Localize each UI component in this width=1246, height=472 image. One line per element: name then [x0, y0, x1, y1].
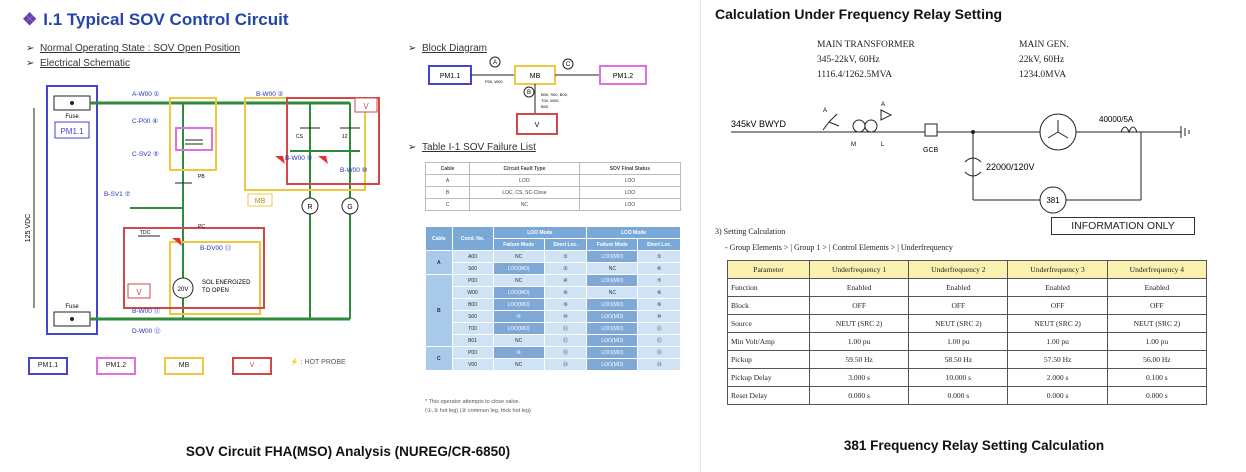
table-row: [728, 333, 1207, 351]
cell: NC: [493, 251, 544, 263]
cell: ②: [544, 263, 587, 275]
wire-label: D-W00 ⑫: [132, 328, 161, 335]
delta-icon: [881, 110, 891, 120]
failure-list-heading: ➢ Table I-1 SOV Failure List: [408, 142, 536, 153]
cell: Block: [728, 297, 810, 315]
cell: LOO(MO): [493, 323, 544, 335]
cell: Pickup Delay: [728, 369, 810, 387]
transformer-line-2: 1116.4/1262.5MVA: [817, 70, 893, 80]
cell: ①: [638, 251, 681, 263]
mb-region-right: [245, 98, 365, 190]
relay-panel: [700, 0, 1246, 472]
cell: B01: [452, 335, 493, 347]
cell: V00: [452, 359, 493, 371]
cell: LOC, CS, SC-Close: [470, 187, 580, 199]
mode-table-notes: [425, 398, 531, 416]
wire-label: B-W00 ⑨: [285, 155, 313, 162]
cell: Min Volt/Amp: [728, 333, 810, 351]
uf-header: Parameter: [728, 261, 810, 279]
contact-label-cs: CS: [296, 134, 303, 140]
cell: OFF: [810, 297, 909, 315]
bus-label: 345kV BWYD: [731, 119, 787, 129]
hot-probe-icon: [275, 156, 285, 164]
voltage-label: 125 VDC: [25, 213, 32, 243]
cell: LOO(MO): [587, 311, 638, 323]
sov-title-text: I.1 Typical SOV Control Circuit: [43, 10, 289, 29]
setting-path: - Group Elements > | Group 1 > | Control Elements > | Underfrequency: [725, 243, 953, 252]
cell: ⑩: [544, 311, 587, 323]
failure-list-heading-text: Table I-1 SOV Failure List: [421, 142, 536, 153]
uf-header: Underfrequency 3: [1008, 261, 1107, 279]
cell: ⑪: [544, 323, 587, 335]
cell: Enabled: [909, 279, 1008, 297]
uf-header: Underfrequency 4: [1107, 261, 1206, 279]
cell: 2.000 s: [1008, 369, 1107, 387]
cell: B: [426, 187, 470, 199]
cell: LOO: [470, 175, 580, 187]
table-row: [426, 323, 681, 335]
wire-label: B-W00 ⑪: [132, 308, 161, 315]
cell: ⑫: [638, 335, 681, 347]
mode-header: Cable: [426, 227, 453, 251]
wye-icon: [823, 114, 839, 130]
sov-text-2: TO OPEN: [202, 288, 229, 294]
cell: NEUT (SRC 2): [1008, 315, 1107, 333]
block-mb: MB: [529, 73, 541, 80]
cell: NC: [470, 199, 580, 211]
cell: ⑬: [638, 347, 681, 359]
cell: LOO(MO): [493, 299, 544, 311]
cell: 0.100 s: [1107, 369, 1206, 387]
cell: 1.00 pu: [810, 333, 909, 351]
cell: 1.00 pu: [1107, 333, 1206, 351]
cell: NC: [493, 359, 544, 371]
cell: 1.00 pu: [1008, 333, 1107, 351]
information-only-badge: INFORMATION ONLY: [1051, 217, 1195, 235]
contact-label-tdc: TDC: [140, 230, 151, 236]
cell: ⑭: [638, 359, 681, 371]
svg-text:A: A: [881, 102, 886, 108]
bullet-normal-state: ➢ Normal Operating State : SOV Open Position: [26, 43, 241, 54]
cell: LOO(MO): [587, 359, 638, 371]
cell: T00: [452, 323, 493, 335]
cell: ⑥: [638, 263, 681, 275]
uf-header: Underfrequency 2: [909, 261, 1008, 279]
bullet-text-0: Normal Operating State : SOV Open Position: [39, 43, 241, 54]
cell: ④: [544, 275, 587, 287]
note-2: (①,③ hot leg) (② common leg, trick hot leg): [425, 408, 531, 414]
cell: 3.000 s: [810, 369, 909, 387]
cell: LOO(MO): [587, 299, 638, 311]
mode-group-header: LCO Mode: [587, 227, 681, 239]
cell: Enabled: [1008, 279, 1107, 297]
generator-label: [1019, 38, 1069, 83]
table-row: [728, 315, 1207, 333]
cell: B00: [452, 299, 493, 311]
cell: 0.000 s: [810, 387, 909, 405]
cell: ⑦: [638, 275, 681, 287]
lamp-r-label: R: [307, 204, 313, 211]
failure-header: Circuit Fault Type: [470, 163, 580, 175]
cell: ⑧: [638, 287, 681, 299]
cell: NEUT (SRC 2): [1107, 315, 1206, 333]
mode-header: Short Loc.: [638, 239, 681, 251]
block-wire-small-2: B00, S00, B00,: [541, 92, 568, 97]
cell: NEUT (SRC 2): [810, 315, 909, 333]
transformer-label: [817, 38, 915, 83]
contact-label-12: 12: [342, 134, 348, 140]
fuse-top-label: Fuse: [65, 114, 79, 120]
cell: Function: [728, 279, 810, 297]
block-v: V: [534, 122, 540, 129]
generator-line-1: 22kV, 60Hz: [1019, 55, 1065, 65]
cell: OFF: [1008, 297, 1107, 315]
cell: ⑨: [638, 299, 681, 311]
sov-text-1: SOL ENERGIZED: [202, 280, 251, 286]
cell: 10.000 s: [909, 369, 1008, 387]
table-row: [426, 187, 681, 199]
table-row: [426, 199, 681, 211]
one-line-diagram: [701, 90, 1246, 220]
table-row: [728, 387, 1207, 405]
mode-header: Failure Mode: [493, 239, 544, 251]
cell: ①: [544, 251, 587, 263]
cell: LOO(MO): [587, 347, 638, 359]
node-a: A: [492, 60, 498, 66]
wire-label: A-W00 ①: [132, 91, 160, 98]
relay-caption: 381 Frequency Relay Setting Calculation: [843, 438, 1105, 453]
transformer-line-1: 345-22kV, 60Hz: [817, 55, 880, 65]
cell: LOO(MO): [587, 323, 638, 335]
fuse-bottom-label: Fuse: [65, 304, 79, 310]
failure-header: SOV Final Status: [579, 163, 680, 175]
mode-header: Failure Mode: [587, 239, 638, 251]
cell: ⑩: [493, 311, 544, 323]
cell: W00: [452, 287, 493, 299]
failure-mode-table: [425, 226, 681, 371]
cell: 0.000 s: [1008, 387, 1107, 405]
cell: NC: [587, 263, 638, 275]
cell: 57.50 Hz: [1008, 351, 1107, 369]
cell: NC: [493, 335, 544, 347]
cell: LOO(MO): [587, 335, 638, 347]
legend-pm12: PM1.2: [96, 357, 136, 375]
bullet-schematic: ➢ Electrical Schematic: [26, 58, 130, 69]
contact-label-pb: PB: [198, 174, 205, 180]
block-diagram-heading-text: Block Diagram: [421, 43, 487, 54]
ct-label: 40000/5A: [1099, 115, 1134, 124]
generator-line-2: 1234.0MVA: [1019, 70, 1067, 80]
contact-label-pc: PC: [198, 224, 205, 230]
block-diagram: [425, 56, 655, 140]
cell: LOO: [579, 187, 680, 199]
cell: 0.000 s: [909, 387, 1008, 405]
wire-label: C-SV2 ⑤: [132, 151, 159, 158]
cell: C: [426, 199, 470, 211]
cell: OFF: [909, 297, 1008, 315]
transformer-line-0: MAIN TRANSFORMER: [817, 40, 915, 50]
legend-hot-probe: [290, 358, 346, 366]
cell: LOO: [579, 199, 680, 211]
svg-text:A: A: [823, 108, 828, 114]
cell: ⑨: [544, 299, 587, 311]
v-label-bottom: V: [136, 288, 142, 297]
cell: ⑧: [544, 287, 587, 299]
sov-coil-label: 20V: [177, 287, 189, 293]
wire-label: C-P00 ④: [132, 118, 159, 125]
lamp-g-label: G: [347, 204, 353, 211]
wire-label: B-W00 ⑩: [340, 167, 368, 174]
table-row: [426, 359, 681, 371]
table-row: [426, 275, 681, 287]
cell: 59.50 Hz: [810, 351, 909, 369]
block-wire-small-3: T00, W00,: [541, 98, 560, 103]
wire-label: B-DV00 ⑬: [200, 245, 232, 252]
table-row: [426, 311, 681, 323]
cell: NC: [493, 275, 544, 287]
cell: Enabled: [810, 279, 909, 297]
node-c: C: [565, 62, 571, 68]
cell: LOO(MO): [493, 263, 544, 275]
cell: OFF: [1107, 297, 1206, 315]
cell: LOO: [579, 175, 680, 187]
cell: ⑬: [544, 347, 587, 359]
relay-title: Calculation Under Frequency Relay Setting: [715, 6, 1003, 22]
wire-label: B-SV1 ⑦: [104, 191, 131, 198]
cell: LOO(MO): [587, 251, 638, 263]
block-diagram-heading: ➢ Block Diagram: [408, 43, 487, 54]
transformer-coil-icon: [865, 120, 877, 132]
table-row: [426, 347, 681, 359]
ct-icon: [1121, 127, 1137, 132]
table-row: [426, 175, 681, 187]
cell: P00: [452, 347, 493, 359]
failure-header: Cable: [426, 163, 470, 175]
setting-heading: 3) Setting Calculation: [715, 227, 786, 236]
cell: Reset Delay: [728, 387, 810, 405]
cell: Source: [728, 315, 810, 333]
legend-mb: MB: [164, 357, 204, 375]
hot-probe-icon: ⚡: [290, 359, 299, 366]
cell: ⑭: [544, 359, 587, 371]
cell: NC: [587, 287, 638, 299]
gcb-breaker-icon: [925, 124, 937, 136]
bullet-text-1: Electrical Schematic: [39, 58, 130, 69]
pm11-label: PM1.1: [60, 127, 84, 136]
cell: LOO(MO): [587, 275, 638, 287]
mode-group-header: LOO Mode: [493, 227, 587, 239]
schematic-legend: [28, 357, 368, 377]
cell: 1.00 pu: [909, 333, 1008, 351]
cell: A: [426, 175, 470, 187]
sov-caption: SOV Circuit FHA(MSO) Analysis (NUREG/CR-6850): [185, 444, 511, 459]
wire-label: B-W00 ②: [256, 91, 284, 98]
legend-v: V: [232, 357, 272, 375]
cell: B: [426, 275, 453, 347]
transformer-coil-icon: [853, 120, 865, 132]
table-row: [728, 369, 1207, 387]
hot-probe-icon: [318, 156, 328, 164]
table-row: [426, 263, 681, 275]
table-row: [728, 351, 1207, 369]
svg-text:M: M: [851, 142, 856, 148]
cell: Pickup: [728, 351, 810, 369]
cell: S00: [452, 263, 493, 275]
table-row: [728, 297, 1207, 315]
mode-header: Cond. No.: [452, 227, 493, 251]
block-wire-small: P00, W00: [485, 79, 503, 84]
sov-title: [22, 10, 289, 30]
mode-header: Short Loc.: [544, 239, 587, 251]
cell: 56.00 Hz: [1107, 351, 1206, 369]
pm12-region: [176, 128, 212, 150]
cell: ⑧: [493, 347, 544, 359]
cell: 58.50 Hz: [909, 351, 1008, 369]
table-row: [426, 335, 681, 347]
uf-header: Underfrequency 1: [810, 261, 909, 279]
cell: ⑩: [638, 311, 681, 323]
electrical-schematic: [20, 78, 400, 378]
legend-hot-probe-text: : HOT PROBE: [300, 359, 346, 366]
cell: S00: [452, 311, 493, 323]
generator-line-0: MAIN GEN.: [1019, 40, 1069, 50]
table-row: [426, 251, 681, 263]
cell: 0.000 s: [1107, 387, 1206, 405]
underfrequency-table: [727, 260, 1207, 405]
gcb-label: GCB: [923, 147, 939, 154]
table-row: [728, 279, 1207, 297]
mb-label: MB: [254, 198, 266, 205]
cell: A: [426, 251, 453, 275]
note-1: * This operator attempts to close valve.: [425, 399, 520, 405]
failure-list-table: [425, 162, 681, 211]
block-pm12: PM1.2: [612, 73, 634, 80]
relay-label: 381: [1046, 196, 1060, 205]
diamond-bullet-icon: ❖: [22, 10, 38, 29]
legend-pm11: PM1.1: [28, 357, 68, 375]
table-row: [426, 299, 681, 311]
block-pm11: PM1.1: [439, 73, 461, 80]
cell: ⑫: [544, 335, 587, 347]
node-b: B: [526, 90, 532, 96]
cell: ⑪: [638, 323, 681, 335]
svg-text:L: L: [881, 142, 885, 148]
cell: C: [426, 347, 453, 371]
table-row: [426, 287, 681, 299]
cell: A00: [452, 251, 493, 263]
cell: P00: [452, 275, 493, 287]
pt-label: 22000/120V: [986, 162, 1035, 172]
cell: NEUT (SRC 2): [909, 315, 1008, 333]
cell: LOO(MO): [493, 287, 544, 299]
cell: Enabled: [1107, 279, 1206, 297]
v-label-top: V: [363, 102, 369, 111]
block-wire-small-4: B00: [541, 104, 549, 109]
